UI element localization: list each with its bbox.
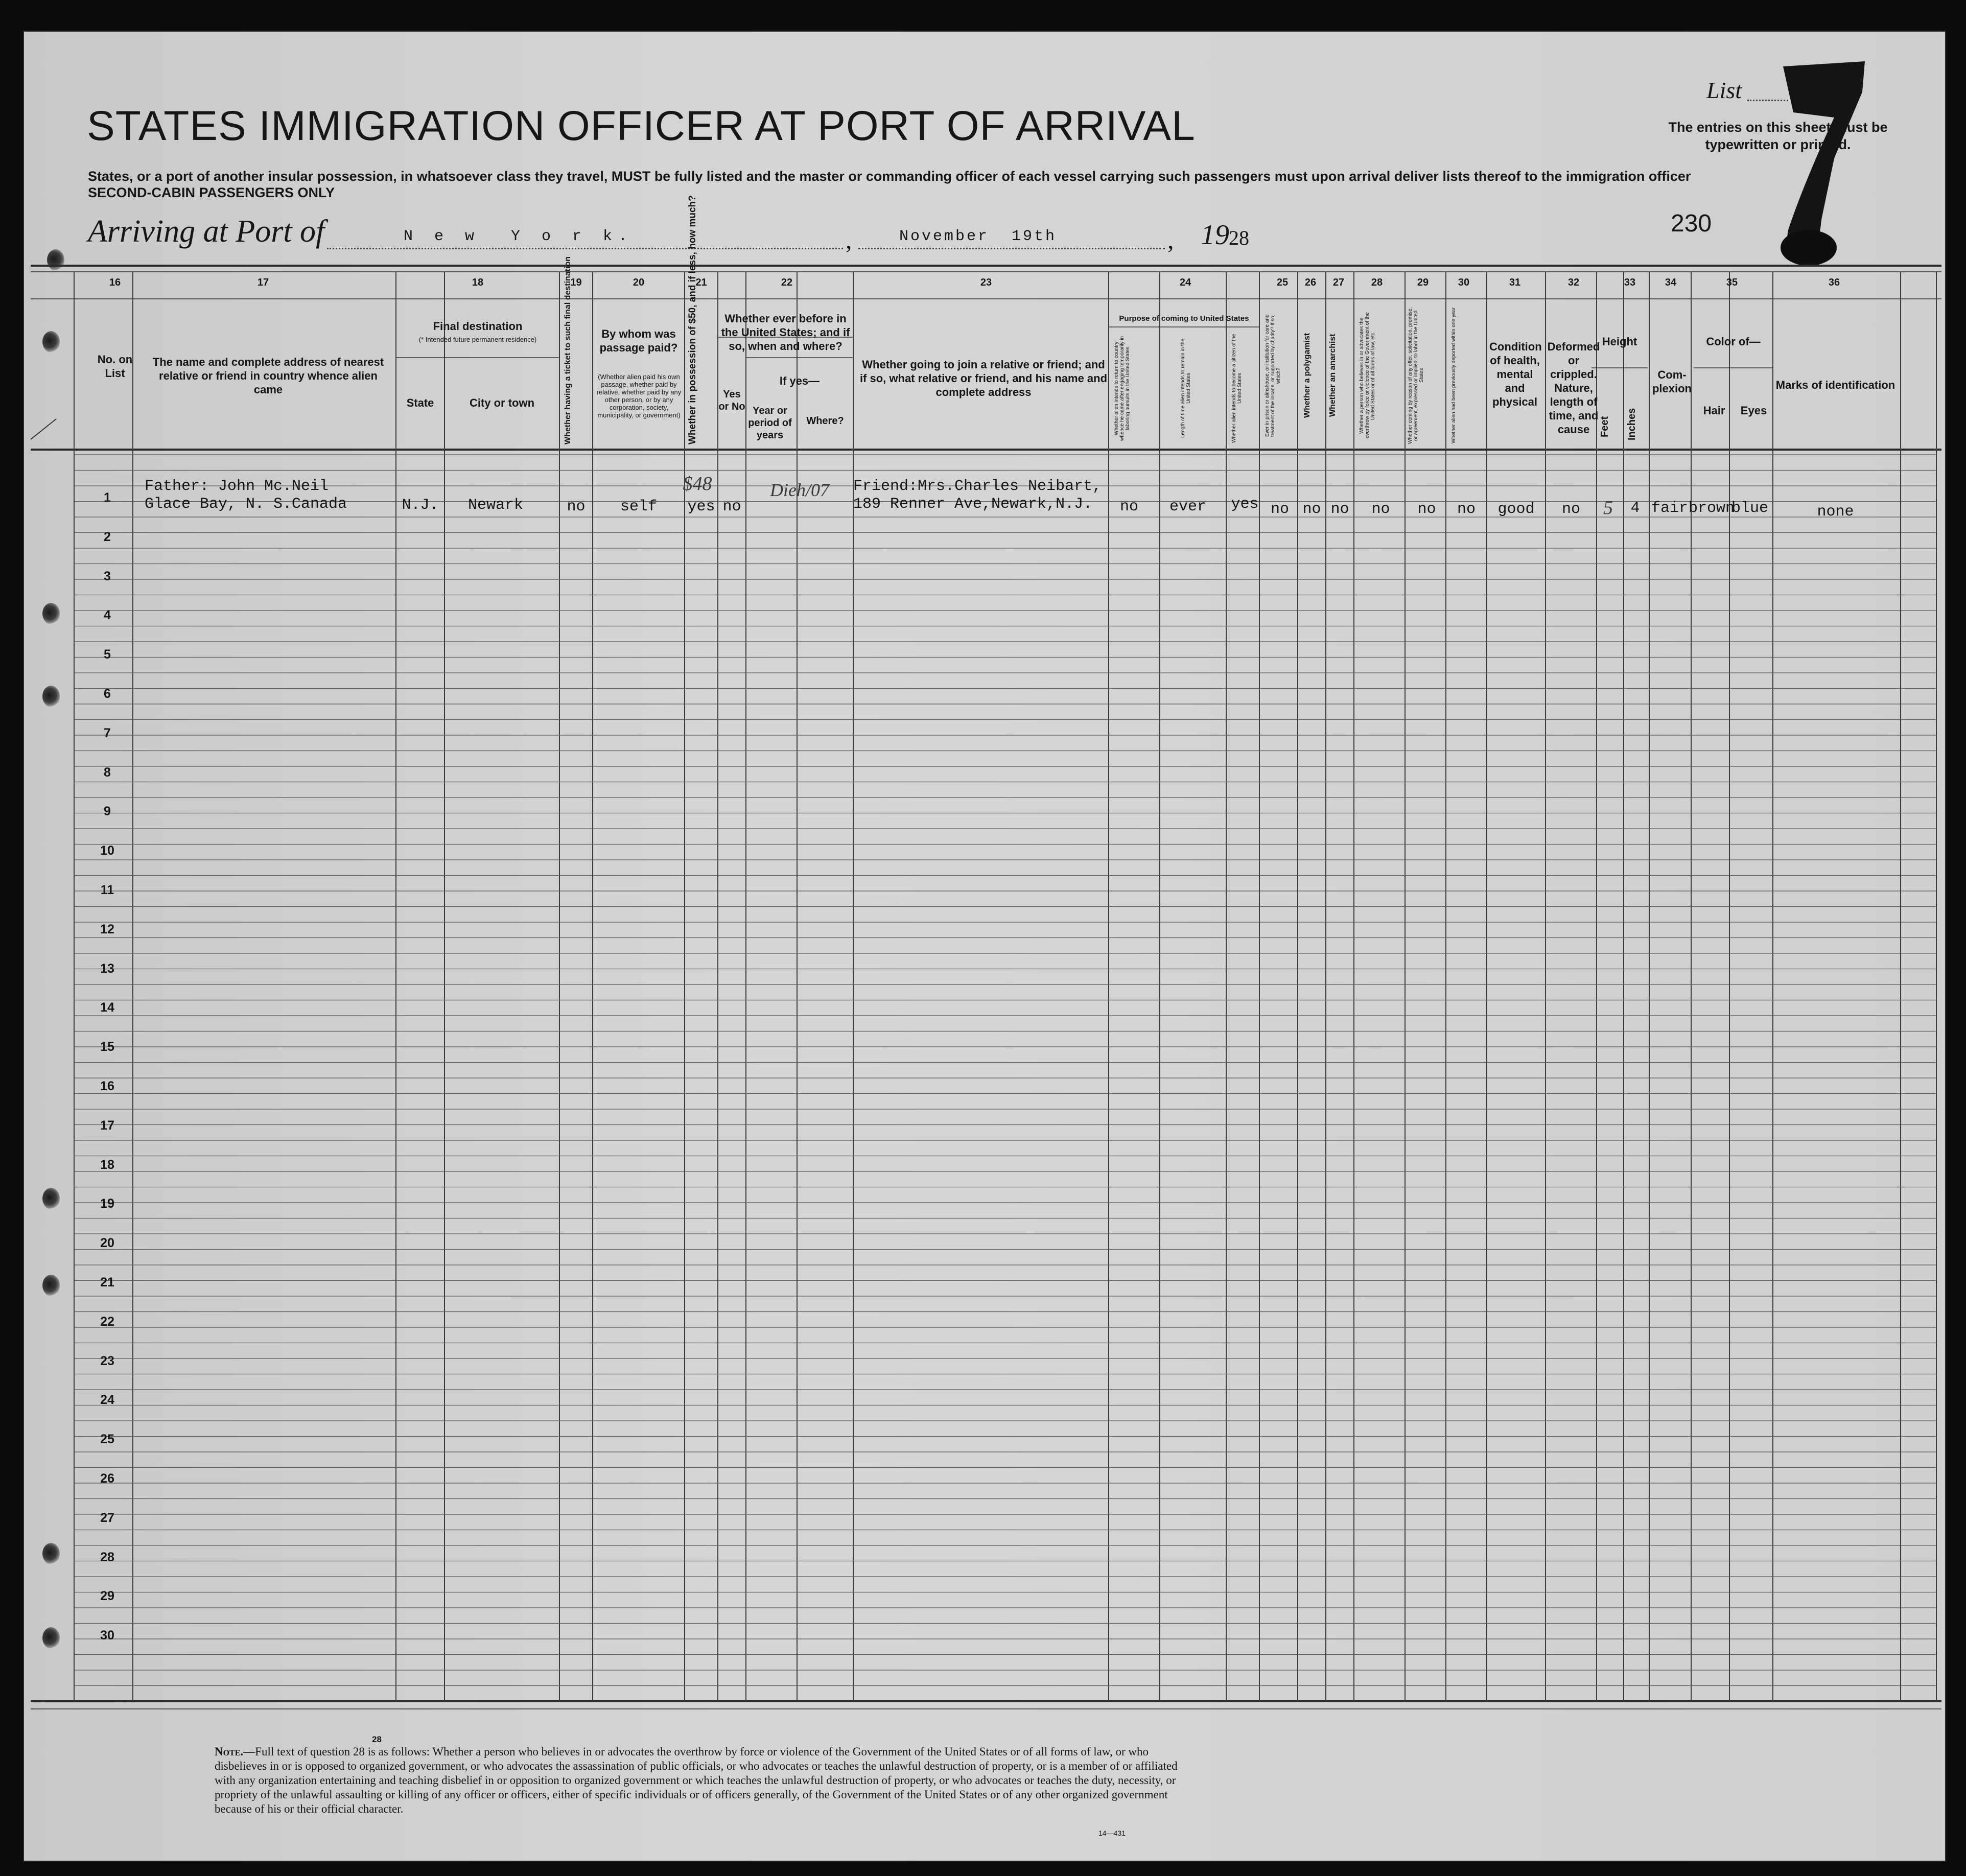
col-number: 24 [1179, 277, 1191, 288]
passage-cell: self [620, 498, 657, 515]
row-number: 14 [100, 1000, 114, 1015]
col-number: 20 [633, 277, 645, 288]
header-where: Where? [806, 415, 844, 427]
year-suffix: 28 [1229, 226, 1249, 249]
header-list-number: No. on List [97, 353, 133, 380]
row-number: 8 [104, 765, 111, 780]
header-eyes: Eyes [1740, 404, 1767, 417]
row-number: 26 [100, 1471, 114, 1486]
row-number: 7 [104, 725, 111, 740]
header-complexion: Com-plexion [1652, 368, 1692, 395]
arrival-date: November 19th [899, 228, 1057, 245]
instructions-text: States, or a port of another insular possession, in whatsoever class they travel, MUST be fully listed and the master or commanding officer of each vessel carrying such passengers must upon arrival deliver lists thereof to the immigration officer [88, 169, 1691, 184]
header-length: Length of time alien intends to remain in the United States [1180, 339, 1191, 438]
col-number: 28 [1371, 277, 1383, 288]
header-ticket: Whether having a ticket to such final destination [564, 256, 572, 444]
deported-cell: no [1457, 501, 1476, 518]
row-number: 16 [100, 1079, 114, 1093]
col-number: 26 [1304, 277, 1317, 288]
header-relative: The name and complete address of nearest relative or friend in country whence alien came [152, 356, 384, 396]
port-value: N e w Y o r k. [404, 228, 634, 245]
col-number: 19 [570, 277, 582, 288]
row-number: 20 [100, 1236, 114, 1251]
col-number: 21 [695, 277, 707, 288]
question-ref: 28 [372, 1734, 382, 1744]
header-passage-note: (Whether alien paid his own passage, whether paid by relative, whether paid by any other person, or by any corporation, society, municipality, or government) [596, 373, 682, 419]
header-deformed: Deformed or crippled. Nature, length of time, and cause [1547, 340, 1600, 436]
col-number: 25 [1276, 277, 1289, 288]
row-number: 18 [100, 1157, 114, 1172]
header-years: Year or period of years [748, 405, 792, 441]
row-number: 24 [100, 1393, 114, 1408]
col-number: 16 [109, 277, 121, 288]
feet-cell: 5 [1603, 497, 1613, 519]
header-purpose: Purpose of coming to United States [1119, 314, 1249, 323]
polygamist-cell: no [1302, 501, 1321, 518]
list-label: List [1706, 77, 1742, 103]
header-if-yes: If yes— [779, 374, 820, 387]
port-label: Arriving at Port of [88, 214, 325, 249]
row-number: 30 [100, 1628, 114, 1643]
row-number: 9 [104, 804, 111, 819]
header-overthrow: Whether a person who believes in or advocates the overthrow by force or violence of the Government of the United States or of all forms of law, etc. [1359, 312, 1376, 439]
row-number: 3 [104, 569, 111, 583]
row-number: 23 [100, 1353, 114, 1368]
col-number: 22 [781, 277, 793, 288]
marks-cell: none [1817, 503, 1854, 521]
header-before-us: Whether ever before in the United States; and if so, when and where? [721, 312, 850, 353]
city-cell: Newark [467, 497, 524, 514]
state-cell: N.J. [402, 497, 439, 514]
col-number: 32 [1567, 277, 1580, 288]
col-number: 36 [1828, 277, 1840, 288]
row-number: 21 [100, 1275, 114, 1289]
header-return: Whether alien intends to return to country whence he came after engaging temporarily in laboring pursuits in the United States [1114, 336, 1131, 441]
length-cell: ever [1169, 498, 1206, 515]
form-number: 14—431 [1098, 1829, 1126, 1837]
row-number: 19 [100, 1197, 114, 1211]
header-prison: Ever in prison or almshouse, or institution for care and treatment of the insane, or supported by charity? If so, which? [1265, 314, 1281, 437]
header-final-destination: Final destination [433, 320, 523, 333]
entries-note: The entries on this sheet must be typewritten or printed. [1668, 120, 1888, 152]
row-number: 25 [100, 1432, 114, 1447]
col-number: 27 [1332, 277, 1345, 288]
col-number: 23 [980, 277, 992, 288]
anarchist-cell: no [1330, 501, 1349, 518]
header-anarchist: Whether an anarchist [1328, 334, 1337, 417]
note-text: —Full text of question 28 is as follows: Whether a person who believes in or advocates the overthrow by force or violence of the Government of the United States or of all forms of law, or who disbelieves in or is opposed to organized government, or who advocates the assassination of public officials, or who advocates or teaches the unlawful destruction of property, or is a member of or affiliated with any organization entertaining and teaching disbelief in or opposition to organized government or which teaches the unlawful destruction of property, or who advocates or teaches the duty, necessity, or propriety of the unlawful assaulting or killing of any officer or officers, either of specific individuals or of officers generally, of the Government of the United States or of any other organized government because of his or their official character. [215, 1745, 1178, 1815]
col-number: 30 [1458, 277, 1470, 288]
row-number: 22 [100, 1314, 114, 1329]
header-inches: Inches [1626, 408, 1637, 440]
relative-line1: Father: John Mc.Neil [145, 478, 329, 495]
footer-note [215, 1745, 1185, 1816]
header-marks: Marks of identification [1775, 379, 1895, 391]
row-number: 11 [100, 883, 114, 897]
col-number: 34 [1665, 277, 1677, 288]
header-height: Height [1602, 335, 1637, 348]
money-handwritten: $48 [683, 473, 712, 495]
joining-line2: 189 Renner Ave,Newark,N.J. [853, 496, 1093, 513]
manifest-sheet: STATES IMMIGRATION OFFICER AT PORT OF ARRIVAL States, or a port of another insular possession, in whatsoever class they travel, MUST be fully listed and the master or commanding officer of each vessel carrying such passengers must upon arrival deliver lists thereof to the immigration officer SECOND-CABIN PASSENGERS ONLY Arriving at Port of N e w Y o r k. , November 19th , 19 28 List The entries on this sheet must be typewritten or printed. 230 16 17 18 19 20 21 22 23 24 25 26 27 28 29 30 31 32 33 34 35 36 No. on List The name and complete address of nearest relative or friend in country whence alien came Final destination (* Intended future permanent residence) State City or town Whether having a ticket to such final destination By whom was passage paid? (Whether alien paid his own passage, whether paid by relative, whether paid by any other person, or by any corporation, society, municipality, or government) Whether in possession of $50, and if less, how much? Whether ever before in the United States; and if so, when and where? Yes or No If yes— Year or period of years Where? Whether going to join a relative or friend; and if so, what relative or friend, and his name and complete address Purpose of coming to United States Whether alien intends to return to country whence he came after engaging temporarily in laboring pursuits in the United States Length of time alien intends to remain in the United States Whether alien intends to become a citizen of the United States Ever in prison or almshouse, or institution for care and treatment of the insane, or supported by charity? If so, which? Whether a polygamist Whether an anarchist Whether a person who believes in or advocates the overthrow by force or violence of the Government of the United States or of all forms of law, etc. Whether coming by reason of any offer, solicitation, promise, or agreement, expressed or implied, to labor in the United States Whether alien had been previously deported within one year Condition of health, mental and physical Deformed or crippled. Nature, length of time, and cause Height Feet Inches Com-plexion Color of— Hair Eyes Marks of identification 1 2 3 4 5 6 7 8 9 10 11 12 13 14 15 16 17 18 19 20 21 22 23 24 25 26 27 28 29 30 Father: John Mc.Neil Glace Bay, N. S.Canada N.J. Newark no self $48 yes no Dieh/07 Friend:Mrs.Charles Neibart, 189 Renner Ave,Newark,N.J. no ever yes no no no no no no good no 5 4 fair brown blue none 28 Note.—Full text of question 28 is as follows: Whether a person who believes in or advocates the overthrow by force or violence of the Government of the United States or of all forms of law, or who disbelieves in or is opposed to organized government, or who advocates the assassination of public officials, or who advocates or teaches the unlawful destruction of property, or is a member of or affiliated with any organization entertaining and teaching disbelief in or opposition to organized government or which teaches the unlawful destruction of property, or who advocates or teaches the duty, necessity, or propriety of the unlawful assaulting or killing of any officer or officers, either of specific individuals or of officers generally, of the Government of the United States or of any other organized government because of his or their official character. 14—431 [0, 0, 1966, 1876]
row-number: 10 [100, 843, 114, 858]
row-number: 17 [100, 1118, 114, 1133]
sheet-number: 230 [1671, 210, 1712, 237]
eyes-cell: blue [1731, 500, 1768, 517]
prison-cell: no [1270, 501, 1289, 518]
return-cell: no [1119, 498, 1138, 515]
hair-cell: brown [1689, 500, 1735, 517]
header-state: State [406, 396, 434, 409]
col-number: 31 [1509, 277, 1521, 288]
header-health: Condition of health, mental and physical [1489, 340, 1542, 408]
header-joining: Whether going to join a relative or friend; and if so, what relative or friend, and his name and complete address [859, 358, 1108, 398]
row-number: 12 [100, 922, 114, 936]
header-hair: Hair [1703, 404, 1725, 417]
row-number: 1 [104, 490, 111, 505]
overthrow-cell: no [1371, 501, 1390, 518]
header-feet: Feet [1599, 416, 1610, 437]
header-yes-no: Yes or No [718, 389, 745, 412]
deformed-cell: no [1561, 501, 1580, 518]
relative-line2: Glace Bay, N. S.Canada [145, 496, 347, 513]
header-labor-offer: Whether coming by reason of any offer, solicitation, promise, or agreement, expressed or implied, to labor in the United States [1408, 307, 1424, 444]
class-label: SECOND-CABIN PASSENGERS ONLY [88, 185, 335, 200]
complexion-cell: fair [1651, 500, 1688, 517]
header-passage: By whom was passage paid? [599, 327, 678, 354]
row-number: 15 [100, 1040, 114, 1054]
before-handwritten: Dieh/07 [770, 480, 829, 500]
citizen-cell: yes [1231, 496, 1259, 513]
col-number: 17 [257, 277, 269, 288]
header-color: Color of— [1706, 335, 1761, 348]
col-number: 18 [472, 277, 484, 288]
inches-cell: 4 [1630, 500, 1640, 517]
row-number: 4 [104, 608, 111, 623]
note-label: Note. [215, 1745, 244, 1758]
row-number: 6 [104, 687, 111, 701]
year-prefix: 19 [1201, 219, 1229, 251]
header-polygamist: Whether a polygamist [1303, 333, 1312, 418]
before-us-cell: no [722, 498, 741, 515]
page-title: STATES IMMIGRATION OFFICER AT PORT OF ARRIVAL [87, 103, 1196, 149]
header-money: Whether in possession of $50, and if less, how much? [687, 195, 698, 444]
labor-offer-cell: no [1417, 501, 1436, 518]
row-number: 29 [100, 1589, 114, 1604]
row-number: 13 [100, 961, 114, 976]
header-city: City or town [469, 396, 535, 409]
col-number: 33 [1624, 277, 1636, 288]
row-number: 2 [104, 529, 111, 544]
joining-line1: Friend:Mrs.Charles Neibart, [853, 478, 1102, 495]
header-deported: Whether alien had been previously deported within one year [1451, 307, 1457, 444]
row-number: 28 [100, 1550, 114, 1564]
row-number: 27 [100, 1510, 114, 1525]
col-number: 35 [1726, 277, 1738, 288]
header-final-note: (* Intended future permanent residence) [418, 336, 537, 343]
health-cell: good [1497, 501, 1535, 518]
money-cell: yes [687, 498, 715, 515]
col-number: 29 [1417, 277, 1429, 288]
ticket-cell: no [567, 498, 586, 515]
header-citizen: Whether alien intends to become a citizen of the United States [1231, 334, 1243, 443]
row-number: 5 [104, 647, 111, 662]
